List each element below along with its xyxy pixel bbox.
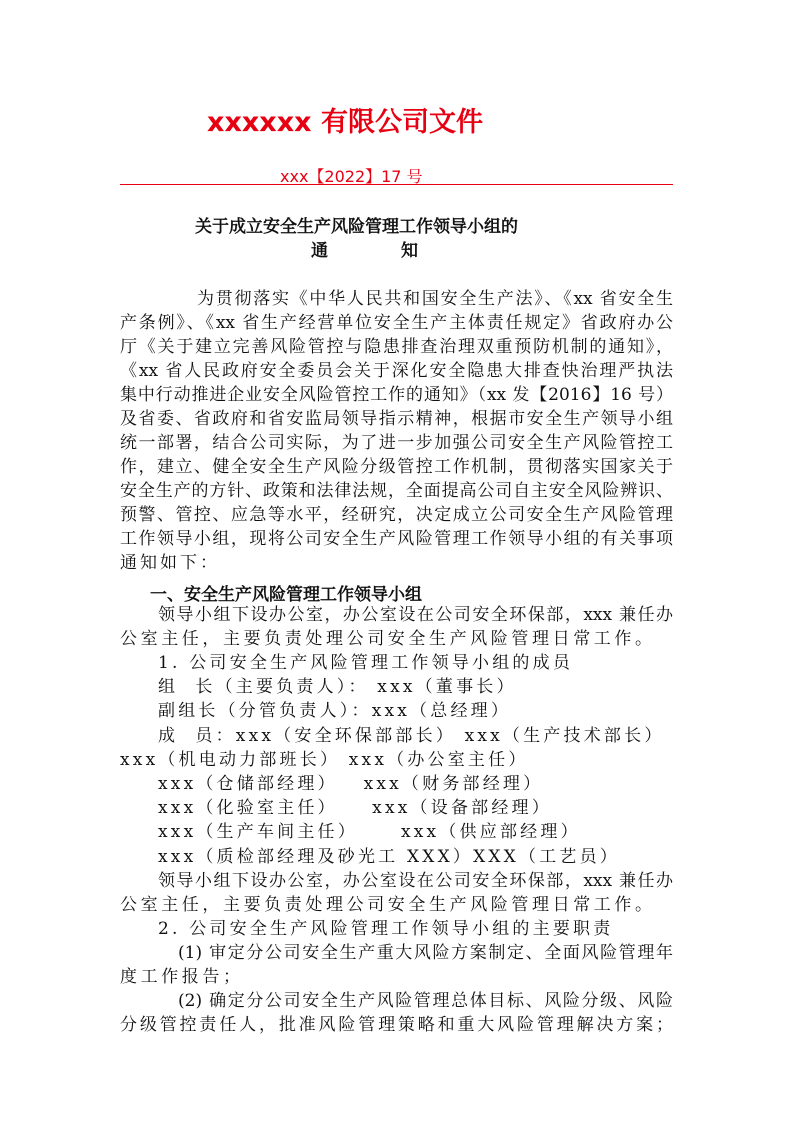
paragraph-line: 领导小组下设办公室，办公室设在公司安全环保部，xxx 兼任办 bbox=[158, 605, 673, 625]
paragraph-line: (2) 确定分公司安全生产风险管理总体目标、风险分级、风险 bbox=[178, 991, 673, 1011]
document-number: xxx【2022】17 号 bbox=[280, 167, 423, 186]
paragraph-line: 通知如下： bbox=[120, 553, 220, 573]
paragraph-line: 2. 公司安全生产风险管理工作领导小组的主要职责 bbox=[158, 919, 614, 939]
member-line: xxx（化验室主任） xxx（设备部经理） bbox=[158, 798, 552, 818]
paragraph-line: 集中行动推进企业安全风险管控工作的通知》（xx 发【2016】16 号） bbox=[120, 385, 673, 405]
paragraph-line: 分级管控责任人，批准风险管理策略和重大风险管理解决方案； bbox=[120, 1015, 673, 1035]
paragraph-line: 为贯彻落实《中华人民共和国安全生产法》、《xx 省安全生 bbox=[197, 289, 673, 309]
paragraph-line: 安全生产的方针、政策和法律法规，全面提高公司自主安全风险辨识、 bbox=[120, 481, 673, 501]
paragraph-line: 《xx 省人民政府安全委员会关于深化安全隐患大排查快治理严执法 bbox=[120, 361, 673, 381]
member-line: 组 长（主要负责人）： xxx（董事长） bbox=[158, 677, 517, 697]
paragraph-line: 工作领导小组，现将公司安全生产风险管理工作领导小组的有关事项 bbox=[120, 529, 673, 549]
paragraph-line: 度工作报告； bbox=[120, 967, 244, 987]
subject-line-2a: 通 bbox=[311, 241, 328, 261]
section-heading: 一、安全生产风险管理工作领导小组 bbox=[150, 585, 422, 605]
paragraph-line: 1. 公司安全生产风险管理工作领导小组的成员 bbox=[158, 653, 574, 673]
paragraph-line: (1) 审定分公司安全生产重大风险方案制定、全面风险管理年 bbox=[178, 943, 673, 963]
document-title: xxxxxx 有限公司文件 bbox=[207, 107, 483, 138]
paragraph-line: 预警、管控、应急等水平，经研究，决定成立公司安全生产风险管理 bbox=[120, 505, 673, 525]
paragraph-line: 公室主任，主要负责处理公司安全生产风险管理日常工作。 bbox=[120, 895, 656, 915]
paragraph-line: 作，建立、健全安全生产风险分级管控工作机制，贯彻落实国家关于 bbox=[120, 457, 673, 477]
paragraph-line: 公室主任，主要负责处理公司安全生产风险管理日常工作。 bbox=[120, 629, 656, 649]
paragraph-line: 及省委、省政府和省安监局领导指示精神，根据市安全生产领导小组 bbox=[120, 409, 673, 429]
subject-line-1: 关于成立安全生产风险管理工作领导小组的 bbox=[195, 217, 518, 237]
red-divider bbox=[120, 184, 673, 185]
paragraph-line: 厅《关于建立完善风险管控与隐患排查治理双重预防机制的通知》， bbox=[120, 337, 673, 357]
paragraph-line: 统一部署，结合公司实际，为了进一步加强公司安全生产风险管控工 bbox=[120, 433, 673, 453]
member-line: xxx（仓储部经理） xxx（财务部经理） bbox=[158, 774, 544, 794]
member-line: 成 员：xxx（安全环保部部长） xxx（生产技术部长） bbox=[158, 726, 665, 746]
member-line: xxx（机电动力部班长） xxx（办公室主任） bbox=[120, 750, 529, 770]
member-line: 副组长（分管负责人）：xxx（总经理） bbox=[158, 701, 512, 721]
paragraph-line: 领导小组下设办公室，办公室设在公司安全环保部，xxx 兼任办 bbox=[158, 871, 673, 891]
paragraph-line: 产条例》、《xx 省生产经营单位安全生产主体责任规定》省政府办公 bbox=[120, 313, 673, 333]
subject-line-2b: 知 bbox=[401, 241, 418, 261]
member-line: xxx（生产车间主任） xxx（供应部经理） bbox=[158, 822, 581, 842]
member-line: xxx（质检部经理及砂光工 XXX）XXX（工艺员） bbox=[158, 847, 620, 867]
